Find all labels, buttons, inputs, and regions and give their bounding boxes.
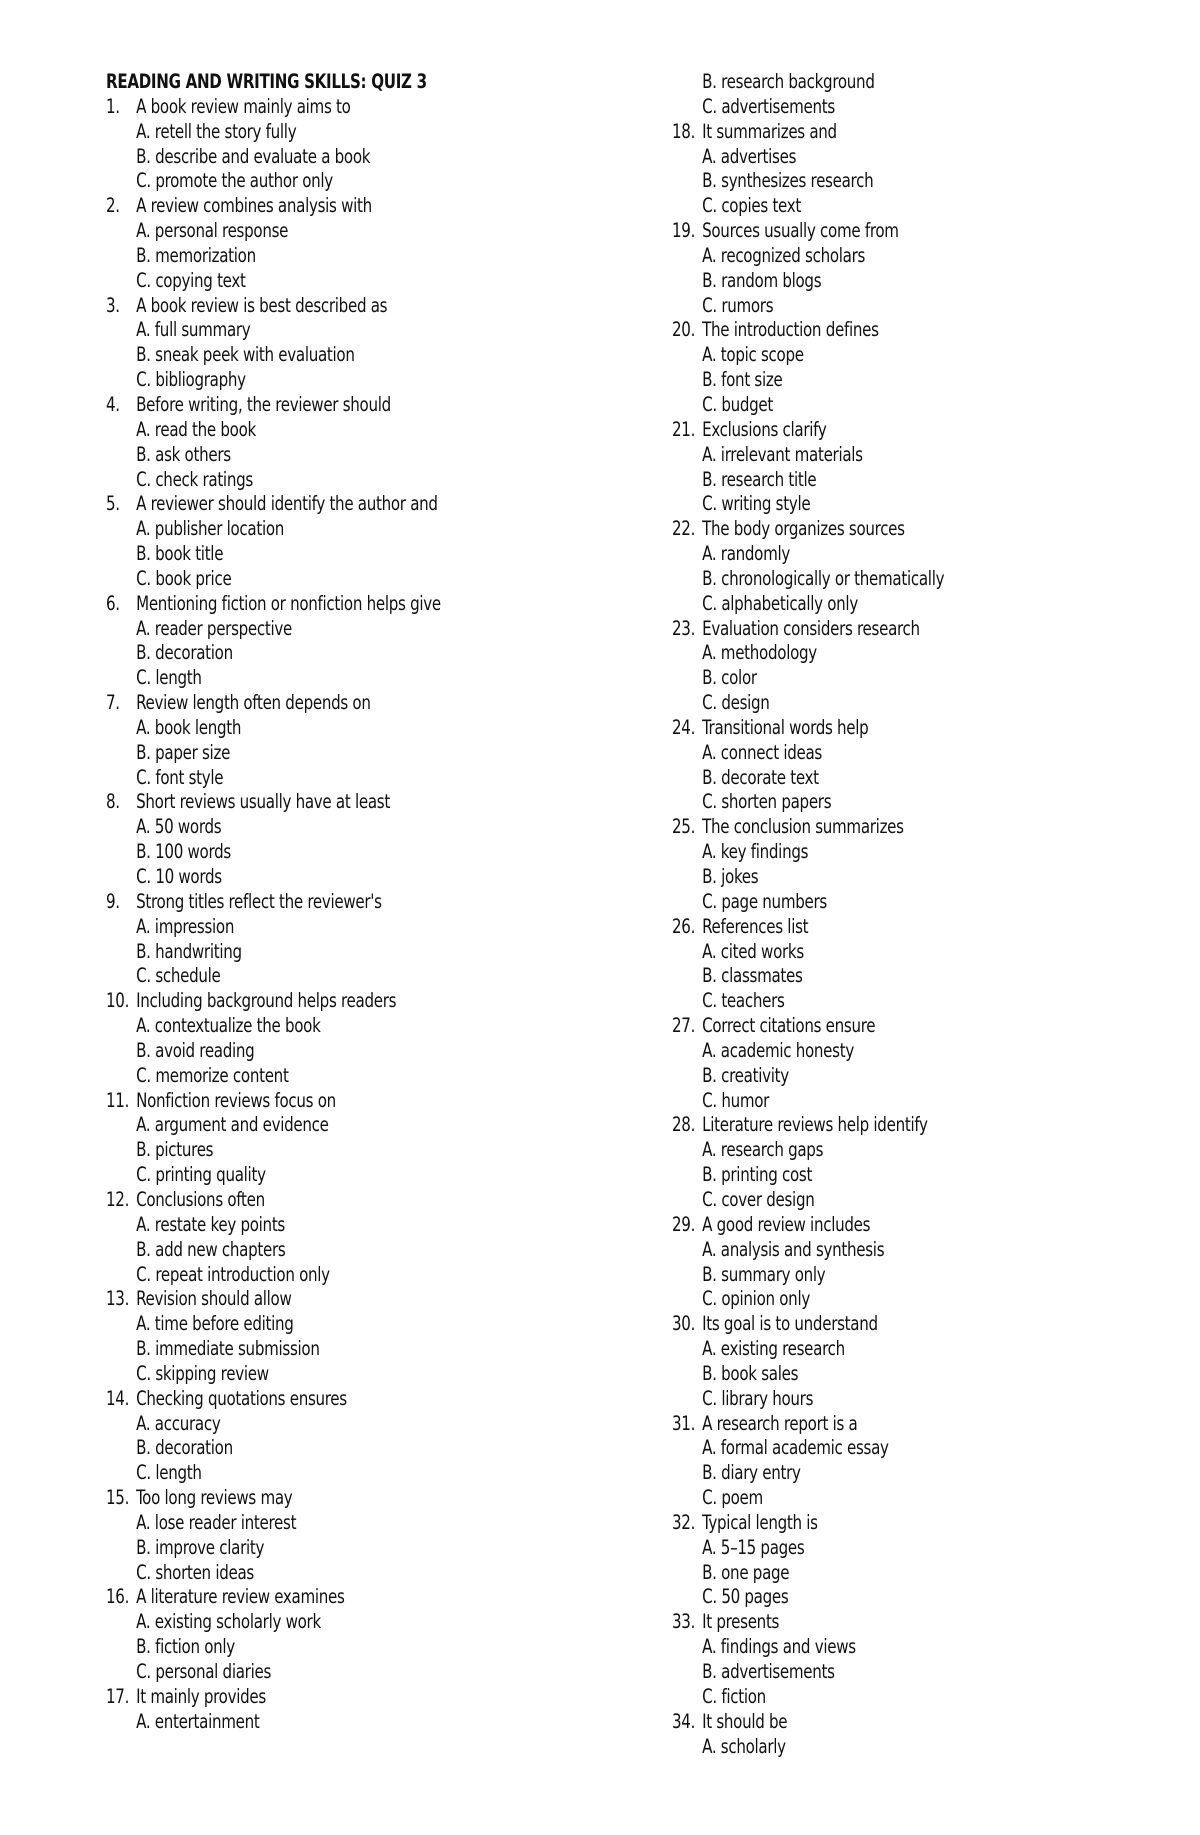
question-text: The body organizes sources: [702, 517, 905, 541]
answer-option: A. academic honesty: [702, 1038, 854, 1062]
question-number: 17.: [106, 1684, 130, 1708]
answer-option: C. shorten papers: [702, 790, 832, 814]
answer-option: B. research background: [702, 70, 875, 93]
question-number: 34.: [672, 1709, 696, 1733]
question-line: [106, 1287, 536, 1312]
answer-option: C. font style: [136, 765, 224, 789]
left-column: [106, 70, 606, 1735]
question-line: [672, 617, 1102, 642]
question-number: 13.: [106, 1287, 130, 1311]
answer-option: C. opinion only: [702, 1287, 810, 1311]
answer-option: A. recognized scholars: [702, 243, 866, 267]
question-number: 5.: [106, 492, 120, 516]
answer-option: B. font size: [702, 368, 783, 392]
answer-option: C. rumors: [702, 293, 774, 317]
question-text: Typical length is: [702, 1510, 818, 1534]
answer-option: A. full summary: [136, 318, 251, 342]
question-number: 25.: [672, 815, 696, 839]
question-line: [672, 318, 1102, 343]
answer-option: B. decorate text: [702, 765, 819, 789]
question-number: 29.: [672, 1212, 696, 1236]
question-text: A review combines analysis with: [136, 194, 372, 218]
answer-option: A. contextualize the book: [136, 1014, 321, 1038]
answer-option: B. decoration: [136, 641, 233, 665]
answer-option: C. length: [136, 1461, 202, 1485]
answer-option: A. research gaps: [702, 1138, 824, 1162]
question-number: 22.: [672, 517, 696, 541]
answer-option: A. advertises: [702, 144, 797, 168]
question-text: It mainly provides: [136, 1684, 266, 1708]
question-text: A reviewer should identify the author and: [136, 492, 438, 516]
answer-option: A. book length: [136, 715, 242, 739]
answer-option: B. classmates: [702, 964, 803, 988]
question-line: [106, 294, 536, 319]
question-text: Strong titles reflect the reviewer's: [136, 889, 382, 913]
question-line: [672, 915, 1102, 940]
question-text: Including background helps readers: [136, 989, 397, 1013]
question-text: A literature review examines: [136, 1585, 345, 1609]
question-line: [106, 1188, 536, 1213]
answer-option: C. poem: [702, 1486, 763, 1510]
question-text: Review length often depends on: [136, 691, 371, 715]
answer-option: A. key findings: [702, 840, 809, 864]
question-text: Before writing, the reviewer should: [136, 392, 391, 416]
answer-option: A. scholarly: [702, 1734, 786, 1758]
answer-option: C. check ratings: [136, 467, 253, 491]
answer-option: A. topic scope: [702, 343, 804, 367]
answer-option: A. existing scholarly work: [136, 1610, 321, 1634]
answer-option: B. describe and evaluate a book: [136, 144, 371, 168]
question-number: 28.: [672, 1113, 696, 1137]
question-text: The introduction defines: [702, 318, 879, 342]
answer-option: A. retell the story fully: [136, 119, 297, 143]
answer-option: C. repeat introduction only: [136, 1262, 330, 1286]
answer-option: C. 50 pages: [702, 1585, 789, 1609]
question-line: [672, 120, 1102, 145]
answer-option: A. argument and evidence: [136, 1113, 329, 1137]
question-text: Conclusions often: [136, 1187, 265, 1211]
answer-option: B. research title: [702, 467, 817, 491]
answer-option: C. 10 words: [136, 865, 222, 888]
answer-option: B. sneak peek with evaluation: [136, 343, 355, 367]
question-line: [106, 1089, 536, 1114]
question-line: [106, 1387, 536, 1412]
question-text: References list: [702, 914, 809, 938]
question-line: [672, 1113, 1102, 1138]
answer-option: B. creativity: [702, 1063, 789, 1087]
question-text: Short reviews usually have at least: [136, 790, 390, 814]
answer-option: C. printing quality: [136, 1163, 266, 1187]
question-line: [672, 1312, 1102, 1337]
answer-option: A. publisher location: [136, 517, 285, 541]
answer-option: B. paper size: [136, 740, 231, 764]
question-number: 3.: [106, 293, 120, 317]
question-text: A book review is best described as: [136, 293, 388, 317]
question-line: [672, 716, 1102, 741]
question-number: 11.: [106, 1088, 130, 1112]
answer-option: B. 100 words: [136, 840, 231, 864]
question-text: A research report is a: [702, 1411, 858, 1435]
right-column: [672, 70, 1172, 1759]
answer-option: B. random blogs: [702, 268, 822, 292]
question-number: 16.: [106, 1585, 130, 1609]
answer-option: C. page numbers: [702, 889, 827, 913]
question-line: [106, 592, 536, 617]
question-line: [672, 1014, 1102, 1039]
question-line: [672, 1610, 1102, 1635]
question-text: A book review mainly aims to: [136, 94, 351, 118]
question-text: A good review includes: [702, 1212, 871, 1236]
question-text: Correct citations ensure: [702, 1014, 876, 1038]
answer-option: C. cover design: [702, 1187, 815, 1211]
answer-option: B. memorization: [136, 243, 256, 267]
answer-option: B. chronologically or thematically: [702, 566, 945, 590]
question-line: [672, 1412, 1102, 1437]
question-number: 21.: [672, 417, 696, 441]
answer-option: A. read the book: [136, 417, 256, 441]
answer-option: B. avoid reading: [136, 1038, 255, 1062]
answer-option: A. connect ideas: [702, 740, 822, 764]
answer-option: B. advertisements: [702, 1660, 835, 1683]
answer-option: B. handwriting: [136, 939, 242, 963]
question-line: [106, 492, 536, 517]
answer-option: A. accuracy: [136, 1411, 221, 1435]
answer-option: A. 5–15 pages: [702, 1535, 805, 1559]
answer-option: A. impression: [136, 914, 235, 938]
answer-option: B. book sales: [702, 1361, 799, 1385]
answer-option: C. schedule: [136, 964, 221, 988]
answer-option: B. decoration: [136, 1436, 233, 1460]
answer-option: C. length: [136, 666, 202, 690]
question-text: Mentioning fiction or nonfiction helps give: [136, 591, 441, 615]
question-number: 2.: [106, 194, 120, 218]
answer-option: C. copying text: [136, 268, 246, 292]
question-text: It should be: [702, 1709, 788, 1733]
question-text: Nonfiction reviews focus on: [136, 1088, 336, 1112]
answer-option: C. alphabetically only: [702, 591, 858, 615]
question-number: 20.: [672, 318, 696, 342]
question-line: [672, 1511, 1102, 1536]
answer-option: A. lose reader interest: [136, 1510, 297, 1534]
question-number: 15.: [106, 1486, 130, 1510]
answer-option: B. one page: [702, 1560, 790, 1584]
question-line: [106, 1685, 536, 1710]
question-number: 6.: [106, 591, 120, 615]
answer-option: B. book title: [136, 542, 224, 566]
question-text: Its goal is to understand: [702, 1312, 878, 1336]
question-number: 12.: [106, 1187, 130, 1211]
question-line: [672, 418, 1102, 443]
answer-option: B. printing cost: [702, 1163, 813, 1187]
answer-option: A. time before editing: [136, 1312, 294, 1336]
answer-option: B. ask others: [136, 442, 231, 466]
question-line: [106, 95, 536, 120]
answer-option: C. book price: [136, 566, 232, 590]
question-line: [106, 989, 536, 1014]
question-text: Exclusions clarify: [702, 417, 827, 441]
answer-option: B. pictures: [136, 1138, 214, 1162]
answer-option: C. design: [702, 691, 770, 715]
answer-option: C. writing style: [702, 492, 811, 516]
question-text: Revision should allow: [136, 1287, 292, 1311]
answer-option: C. promote the author only: [136, 169, 333, 193]
quiz-title: READING AND WRITING SKILLS: QUIZ 3: [106, 70, 427, 93]
question-number: 18.: [672, 119, 696, 143]
question-text: Too long reviews may: [136, 1486, 293, 1510]
question-line: [106, 1486, 536, 1511]
answer-option: A. restate key points: [136, 1212, 285, 1236]
answer-option: C. advertisements: [702, 94, 835, 118]
question-text: Literature reviews help identify: [702, 1113, 928, 1137]
answer-option: C. budget: [702, 392, 774, 416]
question-number: 4.: [106, 392, 120, 416]
answer-option: C. humor: [702, 1088, 770, 1112]
question-number: 1.: [106, 94, 120, 118]
question-number: 8.: [106, 790, 120, 814]
question-number: 9.: [106, 889, 120, 913]
question-text: Evaluation considers research: [702, 616, 920, 640]
answer-option: A. personal response: [136, 219, 289, 243]
answer-option: C. library hours: [702, 1386, 814, 1410]
answer-option: B. summary only: [702, 1262, 826, 1286]
question-number: 27.: [672, 1014, 696, 1038]
answer-option: A. cited works: [702, 939, 804, 963]
answer-option: C. personal diaries: [136, 1660, 272, 1683]
answer-option: B. add new chapters: [136, 1237, 286, 1261]
answer-option: A. entertainment: [136, 1709, 260, 1733]
question-text: Checking quotations ensures: [136, 1386, 347, 1410]
question-text: Transitional words help: [702, 715, 869, 739]
answer-option: B. fiction only: [136, 1635, 235, 1659]
answer-option: A. methodology: [702, 641, 817, 665]
question-number: 33.: [672, 1610, 696, 1634]
answer-option: B. improve clarity: [136, 1535, 265, 1559]
question-line: [672, 517, 1102, 542]
answer-option: A. analysis and synthesis: [702, 1237, 885, 1261]
question-number: 14.: [106, 1386, 130, 1410]
answer-option: B. diary entry: [702, 1461, 801, 1485]
question-line: [106, 790, 536, 815]
question-number: 26.: [672, 914, 696, 938]
answer-option: A. findings and views: [702, 1635, 856, 1659]
question-text: Sources usually come from: [702, 219, 899, 243]
answer-option: B. immediate submission: [136, 1337, 320, 1361]
answer-option: A. formal academic essay: [702, 1436, 889, 1460]
question-line: [106, 1585, 536, 1610]
answer-option: B. jokes: [702, 865, 759, 888]
answer-option: A. reader perspective: [136, 616, 293, 640]
answer-option: A. 50 words: [136, 815, 222, 839]
question-number: 32.: [672, 1510, 696, 1534]
question-number: 24.: [672, 715, 696, 739]
question-line: [672, 815, 1102, 840]
question-number: 30.: [672, 1312, 696, 1336]
question-text: The conclusion summarizes: [702, 815, 904, 839]
question-line: [672, 1213, 1102, 1238]
answer-option: C. memorize content: [136, 1063, 289, 1087]
question-number: 10.: [106, 989, 130, 1013]
answer-option: C. teachers: [702, 989, 785, 1013]
question-line: [672, 1710, 1102, 1735]
question-line: [106, 194, 536, 219]
answer-option: C. copies text: [702, 194, 801, 218]
answer-option: C. shorten ideas: [136, 1560, 254, 1584]
question-line: [106, 691, 536, 716]
question-line: [106, 890, 536, 915]
answer-option: A. irrelevant materials: [702, 442, 863, 466]
answer-option: C. skipping review: [136, 1361, 269, 1385]
question-number: 31.: [672, 1411, 696, 1435]
question-text: It summarizes and: [702, 119, 837, 143]
answer-option: C. bibliography: [136, 368, 246, 392]
answer-option: A. randomly: [702, 542, 791, 566]
question-number: 7.: [106, 691, 120, 715]
question-line: [106, 393, 536, 418]
question-line: [672, 219, 1102, 244]
answer-option: B. synthesizes research: [702, 169, 874, 193]
question-number: 23.: [672, 616, 696, 640]
answer-option: C. fiction: [702, 1684, 766, 1708]
answer-option: B. color: [702, 666, 757, 690]
answer-option: A. existing research: [702, 1337, 845, 1361]
question-text: It presents: [702, 1610, 780, 1634]
question-number: 19.: [672, 219, 696, 243]
